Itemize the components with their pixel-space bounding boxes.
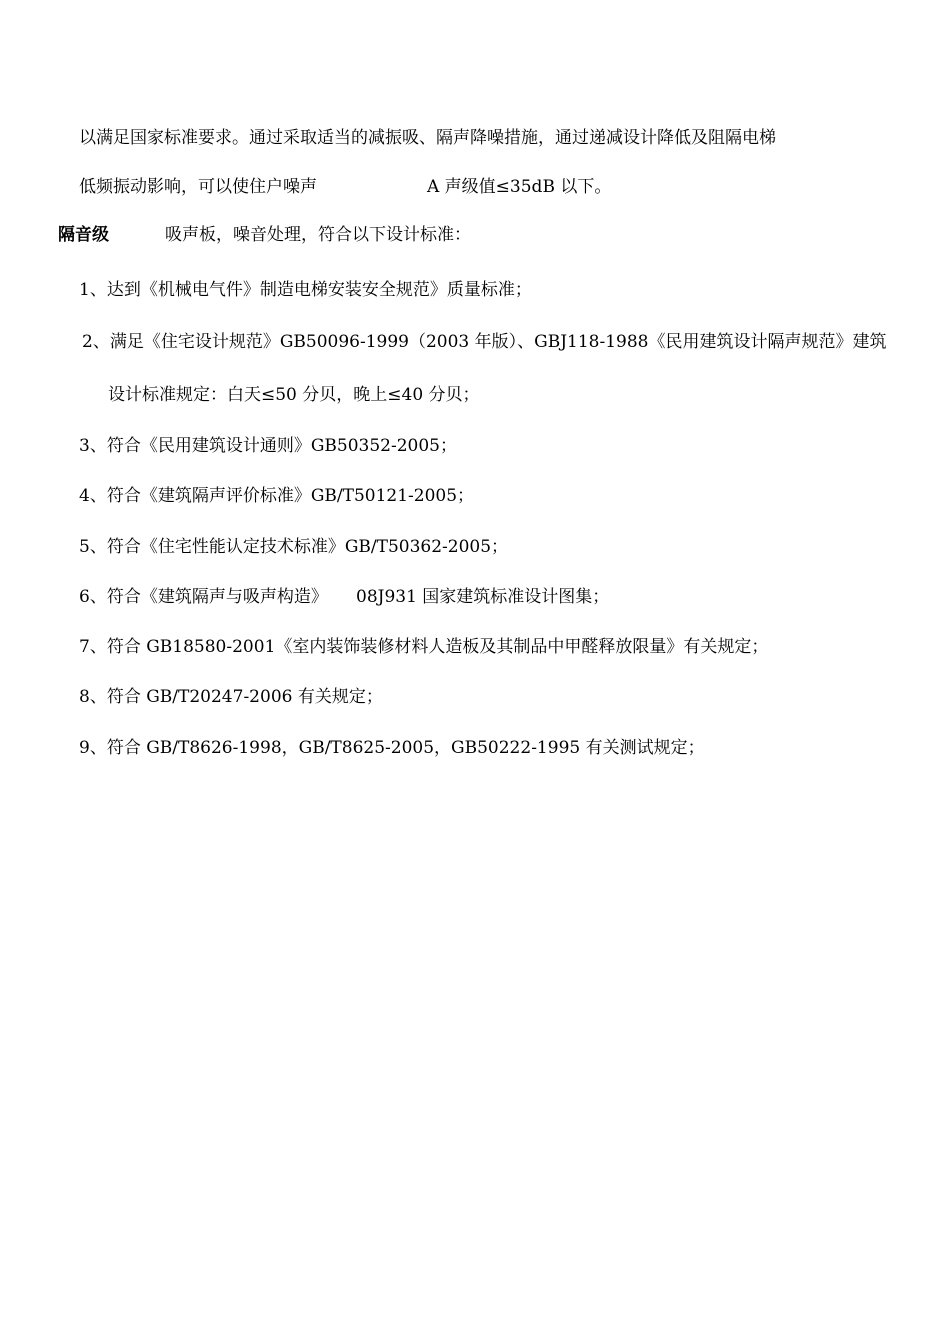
intro-line-2b: A 声级值≤35dB 以下。 xyxy=(427,177,612,197)
intro-line-2a: 低频振动影响，可以使住户噪声 xyxy=(79,177,317,197)
standard-item-1: 1、达到《机械电气件》制造电梯安装安全规范》质量标准； xyxy=(79,280,532,300)
standard-item-2-cont: 设计标准规定：白天≤50 分贝，晚上≤40 分贝； xyxy=(108,385,480,405)
heading-text: 吸声板，噪音处理，符合以下设计标准： xyxy=(165,225,471,245)
intro-line-1: 以满足国家标准要求。通过采取适当的减振吸、隔声降噪措施，通过递减设计降低及阻隔电梯 xyxy=(79,128,776,148)
standard-item-8: 8、符合 GB/T20247-2006 有关规定； xyxy=(79,687,383,707)
heading-label: 隔音级 xyxy=(58,225,109,245)
standard-item-5: 5、符合《住宅性能认定技术标准》GB/T50362-2005； xyxy=(79,537,509,557)
standard-item-7: 7、符合 GB18580-2001《室内装饰装修材料人造板及其制品中甲醛释放限量》有关规定； xyxy=(79,637,769,657)
standard-item-6a: 6、符合《建筑隔声与吸声构造》 xyxy=(79,587,328,607)
standard-item-9: 9、符合 GB/T8626-1998，GB/T8625-2005，GB50222-1995 有关测试规定； xyxy=(79,738,705,758)
standard-item-3: 3、符合《民用建筑设计通则》GB50352-2005； xyxy=(79,436,457,456)
standard-item-4: 4、符合《建筑隔声评价标准》GB/T50121-2005； xyxy=(79,486,475,506)
standard-item-2: 2、满足《住宅设计规范》GB50096-1999（2003 年版）、GBJ118-1988《民用建筑设计隔声规范》建筑 xyxy=(82,332,887,352)
standard-item-6b: 08J931 国家建筑标准设计图集； xyxy=(356,587,610,607)
